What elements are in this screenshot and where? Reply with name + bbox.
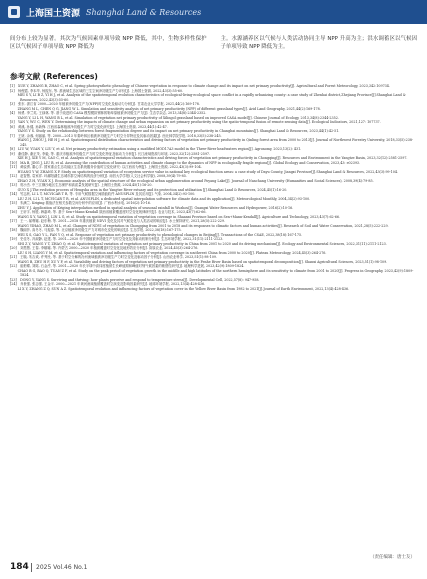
reference-item: [9] 谢佳静, 谢正茂, 李毅, 等. 重庆市植被净初级生产力时空变化特征及驱动力分析[J]. 长江流域资源与环境, 2023,32(12):2581-2597. — [10, 151, 211, 156]
reference-item: [2] 杨俊霞, 李本华, 杨振东, 等. 淮流域生态区域的三生空间净初级生产力评价[J]. 上海国土资源, 2022,43(3):55-60. — [10, 88, 184, 93]
reference-item: WANG J, ZHOU J, HE H J, et al. Spatiotemporal distribution characteristics and driving factors of vegetation net primary productivity in Qinling forest area from 2000 to 2013[J]. Journal of Northwest Forestry University, 2018,33(5):238-245. — [10, 138, 414, 147]
reference-list — [10, 84, 417, 291]
reference-item: GUO X J.The evolution process of Hengsha area in the Yangtze River estuary and its protection and utilization [J].Shanghai Land & Resources, 2024,45(1):16-20. — [10, 187, 288, 192]
reference-item: WANG B, ZHU H F, XU Y F, et al. Variability and driving factors of vegetation net primary productivity in the Fenhe River Basin based on spatiotemporal decomposition[J]. Shanxi Agricultural Sciences, 2023,51(1):98-109. — [10, 259, 388, 264]
page-number: 184 — [10, 562, 29, 572]
reference-item: [14] 竹志欣, LI L T, MCVICAR T R, 等. 专用气候数据空间插值软件 ANUSPLIN 及其应用[J]. 气象, 2004,34(2):93-100. — [10, 192, 196, 196]
footer-divider — [31, 563, 32, 572]
reference-item: ZHAO Z H, YUAN X J. Economic analysis of the spatial structure of the ecological urban agglomeration around Poyang Lake[J]. Journal of Nanchang University (Humanities and Social Sciences), 2008,39(4):79-85. — [10, 178, 374, 183]
reference-item: LI X Y, ZHANG Z Q, SUN A Z. Spatiotemporal evolution and influencing factors of vegetation cover in the Yellow River Basin from 1982 to 2021[J].Journal of Earth Environment, 2022,13(4):428-436. — [10, 286, 350, 291]
journal-title-en: Shanghai Land & Resources — [86, 7, 202, 17]
reference-item: YANG Y, LI L H, WANG B L, et al. Simulation of vegetation net primary productivity of Xilingol grassland based on improved CASA model[J]. Chinese Journal of Ecology, 2013,34(8):2344-2352. — [10, 115, 339, 120]
reference-item: ZHU Y J. Application of Kriging interpolation method in spatial analysis of seasonal rainfall in Wuzhou[J]. Guangxi Water Resources and Hydropower, 2016(2):10-16. — [10, 205, 294, 210]
reference-item: XIE H J, XIE Y M, CAO C, et al. Analysis of spatiotemporal variation characteristics and driving forces of vegetation net primary productivity in Chongqing[J]. Resources and Environment in the Yangtze Basin, 2023,32(12):2581-2597. — [10, 156, 408, 160]
reference-item: WANG X Y, YANG J, LIN L G, et al. Study on spatiotemporal variation of vegetation coverage in Shaanxi Province based on Sen+Mann-Kendall[J]. Agriculture and Technology, 2023,43(7):62-66. — [10, 214, 340, 219]
intro-paragraph — [10, 35, 417, 51]
reference-item: YANG Y S. Study on the relationship between forest fragmentation degree and its impact on net primary productivity in Changbai mountains[J]. Shanghai Land & Resources, 2023,44(1):42-51. — [10, 129, 340, 133]
reference-item: WEI X S, GAO Y L, FAN Y Q, et al. Response of vegetation net primary productivity to phenological changes in Beijing[J]. Transactions of the CSAE, 2022,38(18):167-175. — [10, 232, 303, 237]
reference-item: [1] XUE Y, ZHANG B, ZHAO C, et al. Spring photosynthetic phenology of Chinese vegetation in response to climate change and its impact on net primary productivity[J]. Agricultural and Forest Meteorology, 2023,342:109734. — [10, 84, 390, 88]
intro-left-column: 间分布上较为显著。其次为气候因素单项导致 NPP 降低，其中，生物多样性保护区以气候因子单项导致 NPP 降低为 — [10, 36, 207, 50]
reference-item: [3] 张东. 浙江省 2000—2020 年植被净初级生产力(NPP)时空变化及驱动力分析[J]. 甘肃农业大学学报, 2021,44(2):169-178. — [10, 102, 200, 106]
reference-item: WANG YIHAO, ZHAO M L, et al. Changes of NDVI of vegetation in Chongqing from 2001 to 2018 and its responses to climatic factors and human activities[J]. Research of Soil and Water Conservation, 2021,28(5):222-229. — [10, 223, 389, 228]
reference-item: [21] 王毓, 朱吉欢, 许秀民, 等. 基于时空分解的汾河流域植被净初级生产力时空变化及驱动因子分析[J]. 山西农业科学, 2023,51(1):98-109. — [10, 255, 217, 259]
reference-item: [22] 崔彬蝶, 刘陈, 石金淳, 等. 2001—2020 年长半球中高纬度植被生长峰值期和峰值时刻气候因素的敏感性研究[J]. 地理科学进展, 2023,42(9):1809-1824. — [10, 264, 245, 268]
reference-item: [11] 黄骁勇, 董心宇. 国家重点生态功能区生态系统服务价值时空变化研究: 以江西省为例[J]. 上海国土资源, 2022,43(3):99-104. — [10, 165, 202, 169]
page-footer — [0, 555, 427, 579]
reference-item: LIU S H, LIANG Y M, et al. Spatiotemporal variation and influencing factors of vegetation coverage in southwest China from 2000 to 2020[J]. Plateau Meteorology, 2024,45(3):264-276. — [10, 250, 327, 255]
reference-item: [8] LIU W, YUAN Y, LIU Y, et al. Net primary productivity estimation using a modified MOD17A3 model in the Three-River headwaters region[J]. Agronomy, 2023,13(2): 431. — [10, 147, 302, 151]
issue-label: 2025 Vol.46 No.1 — [36, 564, 88, 571]
reference-item: MEI S Y, LI B Z, YI H J, et al. Analysis of the spatiotemporal evolution characteristics of ecological-living-ecological space conflict in a rapidly urbanizing county: a case study of Zhenhai district,Zhejiang Province[J].Shanghai Land & Resources, 2022,43(3):55-60. — [10, 93, 406, 102]
reference-item: ZHANG M L, CHEN Q G, JIANG W L. Simulation and sensitivity analysis of net primary productivity (NPP) of different grassland types[J]. Arid Land Geography, 2021,44(2):169-178. — [10, 106, 321, 111]
reference-item: [10] MA B, JING J, LIU B, et al. Assessing the contribution of human activities and climate change to the dynamics of NPP in ecologically fragile regions[J]. Global Ecology and Conservation, 2023,43: e02393. — [10, 160, 361, 165]
intro-right-column: 主。水源涵养区以气候与人类活动协同主导 NPP 升高为主；洪水调蓄区以气候因子单项导致 NPP 降低为主。 — [220, 36, 417, 50]
reference-item: [18] 魏丽莎, 高冬冬, 马振春, 等. 北京植被净初级生产力对城市化变化的响应[J]. 生态学报, 2022,38(18):167-175. — [10, 228, 182, 232]
journal-logo-icon — [8, 6, 20, 18]
references-heading: 参考文献 (References) — [10, 72, 98, 81]
reference-item: [24] 乔世强, 张志强, 王金平. 2000—2021 年黄河流域植被覆盖时空演变及影响因素研究[J]. 地球环境学报, 2022,13(4):428-436. — [10, 282, 206, 286]
reference-item: [5] YAN Y, WU C, WEN Y. Determining the impacts of climate change and urban expansion on net primary productivity using the spatio-temporal fusion of remote sensing data[J]. Ecological Indicators, 2021,127: 107737. — [10, 120, 381, 124]
editor-note: （责任编辑：唐士友） — [370, 555, 415, 560]
reference-item: SHI Z Y, WANG Y T, ZHAO Q, et al. Spatiotemporal variation of vegetation net primary productivity in China from 2001 to 2020 and its driving mechanism[J]. Ecology and Environmental Sciences, 2022,31(11):2111-2123. — [10, 241, 387, 246]
reference-item: [7] 王妍, 余蓉, 何丽丽, 等. 2000—2013 年秦岭林区植被净初级生产力时空分异特征及其驱动因素[J]. 西北林学院学报, 2018,33(5):238-245. — [10, 133, 222, 138]
reference-item: [15] 朱满兰. Kriging 插值法在相关参数空间分析中的应用[J]. 广西水利水电, 2016(2):10-16. — [10, 201, 151, 205]
reference-item: [4] 杨勇, 李兰英, 王绿林, 等. 基于改进的 CASA 模型模拟锡林郭勒草原植被净初级生产力[J]. 生态学杂志, 2013,34(8):2344-2352. — [10, 111, 207, 115]
reference-item: [17] 王一, 郝利娜, 赵东梅, 等. 2001—2018 年重庆植被 NDVI 变化及其对气候变化与人类活动的响应[J]. 水土保持研究, 2021,28(5):222-229. — [10, 219, 226, 223]
reference-item: [6] 黄溪, 孙健, 孙新锋. 江西省森林植被净初级生产力时空变化研究[J]. 上海国土资源, 2023,44(1):42-47. — [10, 124, 168, 129]
reference-item: [13] 郭小杰. 中三江横沙地区生态保护和高质量发展研究[J]. 上海国土资源, 2024,45(1):16-20. — [10, 183, 153, 187]
journal-title-zh: 上海国土资源 — [26, 8, 81, 19]
reference-item: LIU Z H, LI L T, MCVICAR T R, et al. ANUSPLIN, a dedicated spatial interpolation software for climate data and its application[J]. Meteorological Monthly, 2004,34(2):93-100. — [10, 196, 311, 201]
reference-item: [19] 史佳冬, 冯淑静, 赵建, 等. 2001—2020 年中国植被净初级生产力时空变化及其驱动机制分析[J]. 生态环境学报, 2022,31(11):2111-2123. — [10, 237, 224, 241]
reference-item: [12] 赵智慧, 袁家祥. 环鄱阳湖生态城市群空间结构的经济分析[J]. 南昌大学学报(人文社会科学版), 2008,39(4):79-85. — [10, 174, 187, 178]
reference-item: [16] 王轩宇, 杨胜, 韩嘉琦, 等. 基于 Sen+Mann-Kendall 陕西省植被覆盖度时空变化规律研究[J]. 农业与技术, 2023,43(7):62-66. — [10, 210, 207, 214]
reference-item: [20] 刘思慧, 王春, 李娜娜, 等. 内蒙古 2000—2020 年植被覆盖时空变化及地形效应分析[J]. 高原农业, 2024,45(3):264-276. — [10, 246, 199, 250]
reference-item: HUANG Y W, ZHANG X P. Study on spatiotemporal variation of ecosystem service value in national key ecological function areas: a case study of Dayu County, Jiangxi Province[J].Shanghai Land & Resources, 2022,43(3):99-104. — [10, 169, 398, 174]
reference-item: [23] DONG Y, YANG S. Surviving and thriving: how plants perceive and respond to temperature stress[J]. Developmental Cell, 2022,57(8): 947-958. — [10, 277, 260, 282]
reference-item: CHAO B G, BAO Q, TUAN Z F, et al. Study on the peak period of vegetation growth in the middle and high latitudes of the northern hemisphere and its sensitivity to climate from 2001 to 2020[J]. Progress in Geography, 2023,42(9):1809-1824. — [10, 268, 414, 277]
journal-header — [0, 0, 427, 24]
